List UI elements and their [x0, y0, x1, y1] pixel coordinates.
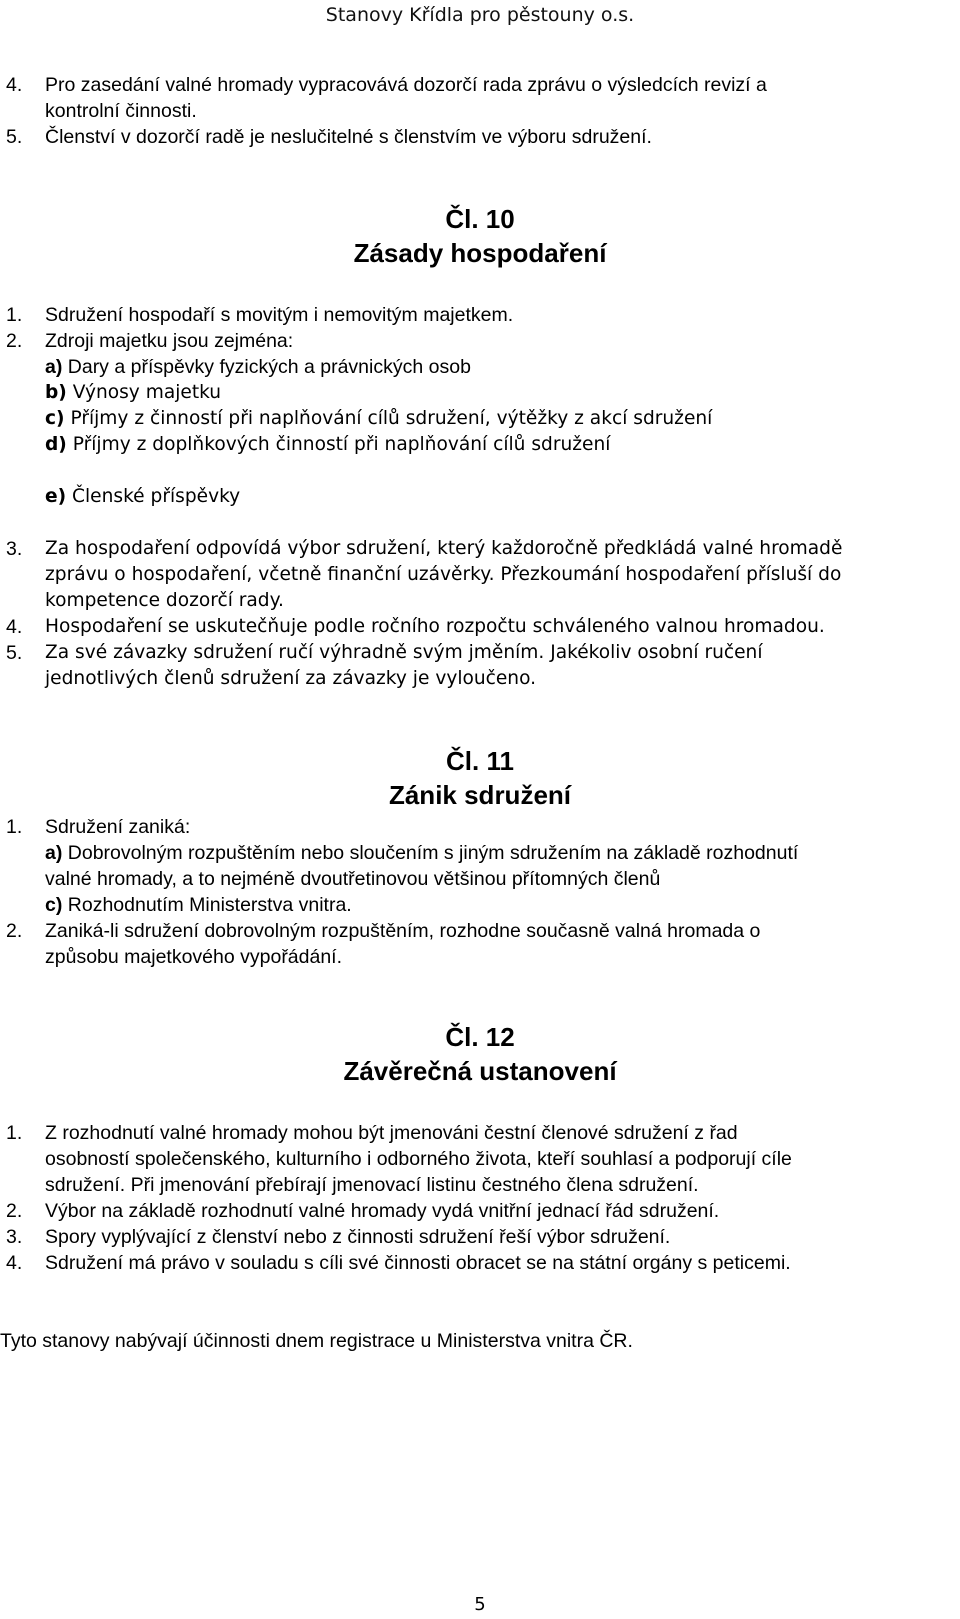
- list-item: [45, 354, 471, 380]
- closing-statement: Tyto stanovy nabývají účinnosti dnem registrace u Ministerstva vnitra ČR.: [0, 1330, 633, 1352]
- item-number: 3.: [6, 538, 23, 560]
- paragraph-line: Zaniká-li sdružení dobrovolným rozpuštěním, rozhodne současně valná hromada o: [45, 920, 761, 942]
- paragraph-line: Členství v dozorčí radě je neslučitelné s členstvím ve výboru sdružení.: [45, 126, 652, 148]
- list-item: [45, 432, 610, 458]
- article-title: Zánik sdružení: [388, 780, 572, 810]
- list-label: e): [45, 486, 67, 507]
- paragraph-line: Zdroji majetku jsou zejména:: [45, 330, 294, 352]
- item-number: 4.: [6, 74, 23, 96]
- paragraph-line: kompetence dozorčí rady.: [45, 590, 284, 611]
- item-number: 4.: [6, 616, 23, 638]
- item-number: 5.: [6, 642, 23, 664]
- item-number: 2.: [6, 1200, 23, 1222]
- paragraph-line: Sdružení má právo v souladu s cíli své činnosti obracet se na státní orgány s peticemi.: [45, 1252, 791, 1274]
- list-text: Rozhodnutím Ministerstva vnitra.: [62, 894, 352, 916]
- list-label: c): [45, 408, 65, 429]
- item-number: 1.: [6, 816, 23, 838]
- list-text: Příjmy z činností při naplňování cílů sdružení, výtěžky z akcí sdružení: [64, 408, 713, 429]
- paragraph-line: Sdružení hospodaří s movitým i nemovitým majetkem.: [45, 304, 514, 326]
- list-label: a): [45, 842, 63, 864]
- paragraph-line: valné hromady, a to nejméně dvoutřetinovou většinou přítomných členů: [45, 868, 661, 890]
- list-text: Dary a příspěvky fyzických a právnických osob: [62, 356, 471, 378]
- paragraph-line: Výbor na základě rozhodnutí valné hromady vydá vnitřní jednací řád sdružení.: [45, 1200, 720, 1222]
- item-number: 5.: [6, 126, 23, 148]
- article-number: Čl. 11: [446, 746, 514, 776]
- list-item: [45, 380, 221, 406]
- paragraph-line: jednotlivých členů sdružení za závazky je vyloučeno.: [45, 668, 537, 689]
- item-number: 1.: [6, 304, 23, 326]
- article-title: Zásady hospodaření: [353, 238, 607, 268]
- article-title: Závěrečná ustanovení: [343, 1056, 617, 1086]
- item-number: 4.: [6, 1252, 23, 1274]
- paragraph-line: kontrolní činnosti.: [45, 100, 197, 122]
- paragraph-line: způsobu majetkového vypořádání.: [45, 946, 343, 968]
- list-label: a): [45, 356, 63, 378]
- paragraph-line: Za hospodaření odpovídá výbor sdružení, který každoročně předkládá valné hromadě: [45, 538, 843, 559]
- paragraph-line: Pro zasedání valné hromady vypracovává dozorčí rada zprávu o výsledcích revizí a: [45, 74, 767, 96]
- list-item: [45, 840, 798, 866]
- paragraph-line: Sdružení zaniká:: [45, 816, 191, 838]
- paragraph-line: Za své závazky sdružení ručí výhradně svým jměním. Jakékoliv osobní ručení: [45, 642, 763, 663]
- item-number: 2.: [6, 920, 23, 942]
- article-number: Čl. 10: [445, 204, 515, 234]
- paragraph-line: Spory vyplývající z členství nebo z činnosti sdružení řeší výbor sdružení.: [45, 1226, 671, 1248]
- article-number: Čl. 12: [445, 1022, 515, 1052]
- list-item: [45, 892, 352, 918]
- item-number: 3.: [6, 1226, 23, 1248]
- paragraph-line: Z rozhodnutí valné hromady mohou být jmenováni čestní členové sdružení z řad: [45, 1122, 738, 1144]
- list-text: Členské příspěvky: [66, 486, 241, 507]
- list-label: b): [45, 382, 67, 403]
- paragraph-line: Hospodaření se uskutečňuje podle ročního rozpočtu schváleného valnou hromadou.: [45, 616, 825, 637]
- list-item: [45, 406, 712, 432]
- list-label: d): [45, 434, 67, 455]
- item-number: 2.: [6, 330, 23, 352]
- page-number: 5: [474, 1594, 486, 1615]
- list-label: c): [45, 894, 63, 916]
- paragraph-line: osobností společenského, kulturního i odborného života, kteří souhlasí a podporují cíle: [45, 1148, 792, 1170]
- list-text: Výnosy majetku: [66, 382, 222, 403]
- list-item: [45, 484, 240, 510]
- paragraph-line: sdružení. Při jmenování přebírají jmenovací listinu čestného člena sdružení.: [45, 1174, 699, 1196]
- list-text: Příjmy z doplňkových činností při naplňování cílů sdružení: [66, 434, 611, 455]
- paragraph-line: zprávu o hospodaření, včetně finanční uzávěrky. Přezkoumání hospodaření přísluší do: [45, 564, 842, 585]
- list-text: Dobrovolným rozpuštěním nebo sloučením s jiným sdružením na základě rozhodnutí: [62, 842, 799, 864]
- item-number: 1.: [6, 1122, 23, 1144]
- running-header: Stanovy Křídla pro pěstouny o.s.: [325, 4, 635, 26]
